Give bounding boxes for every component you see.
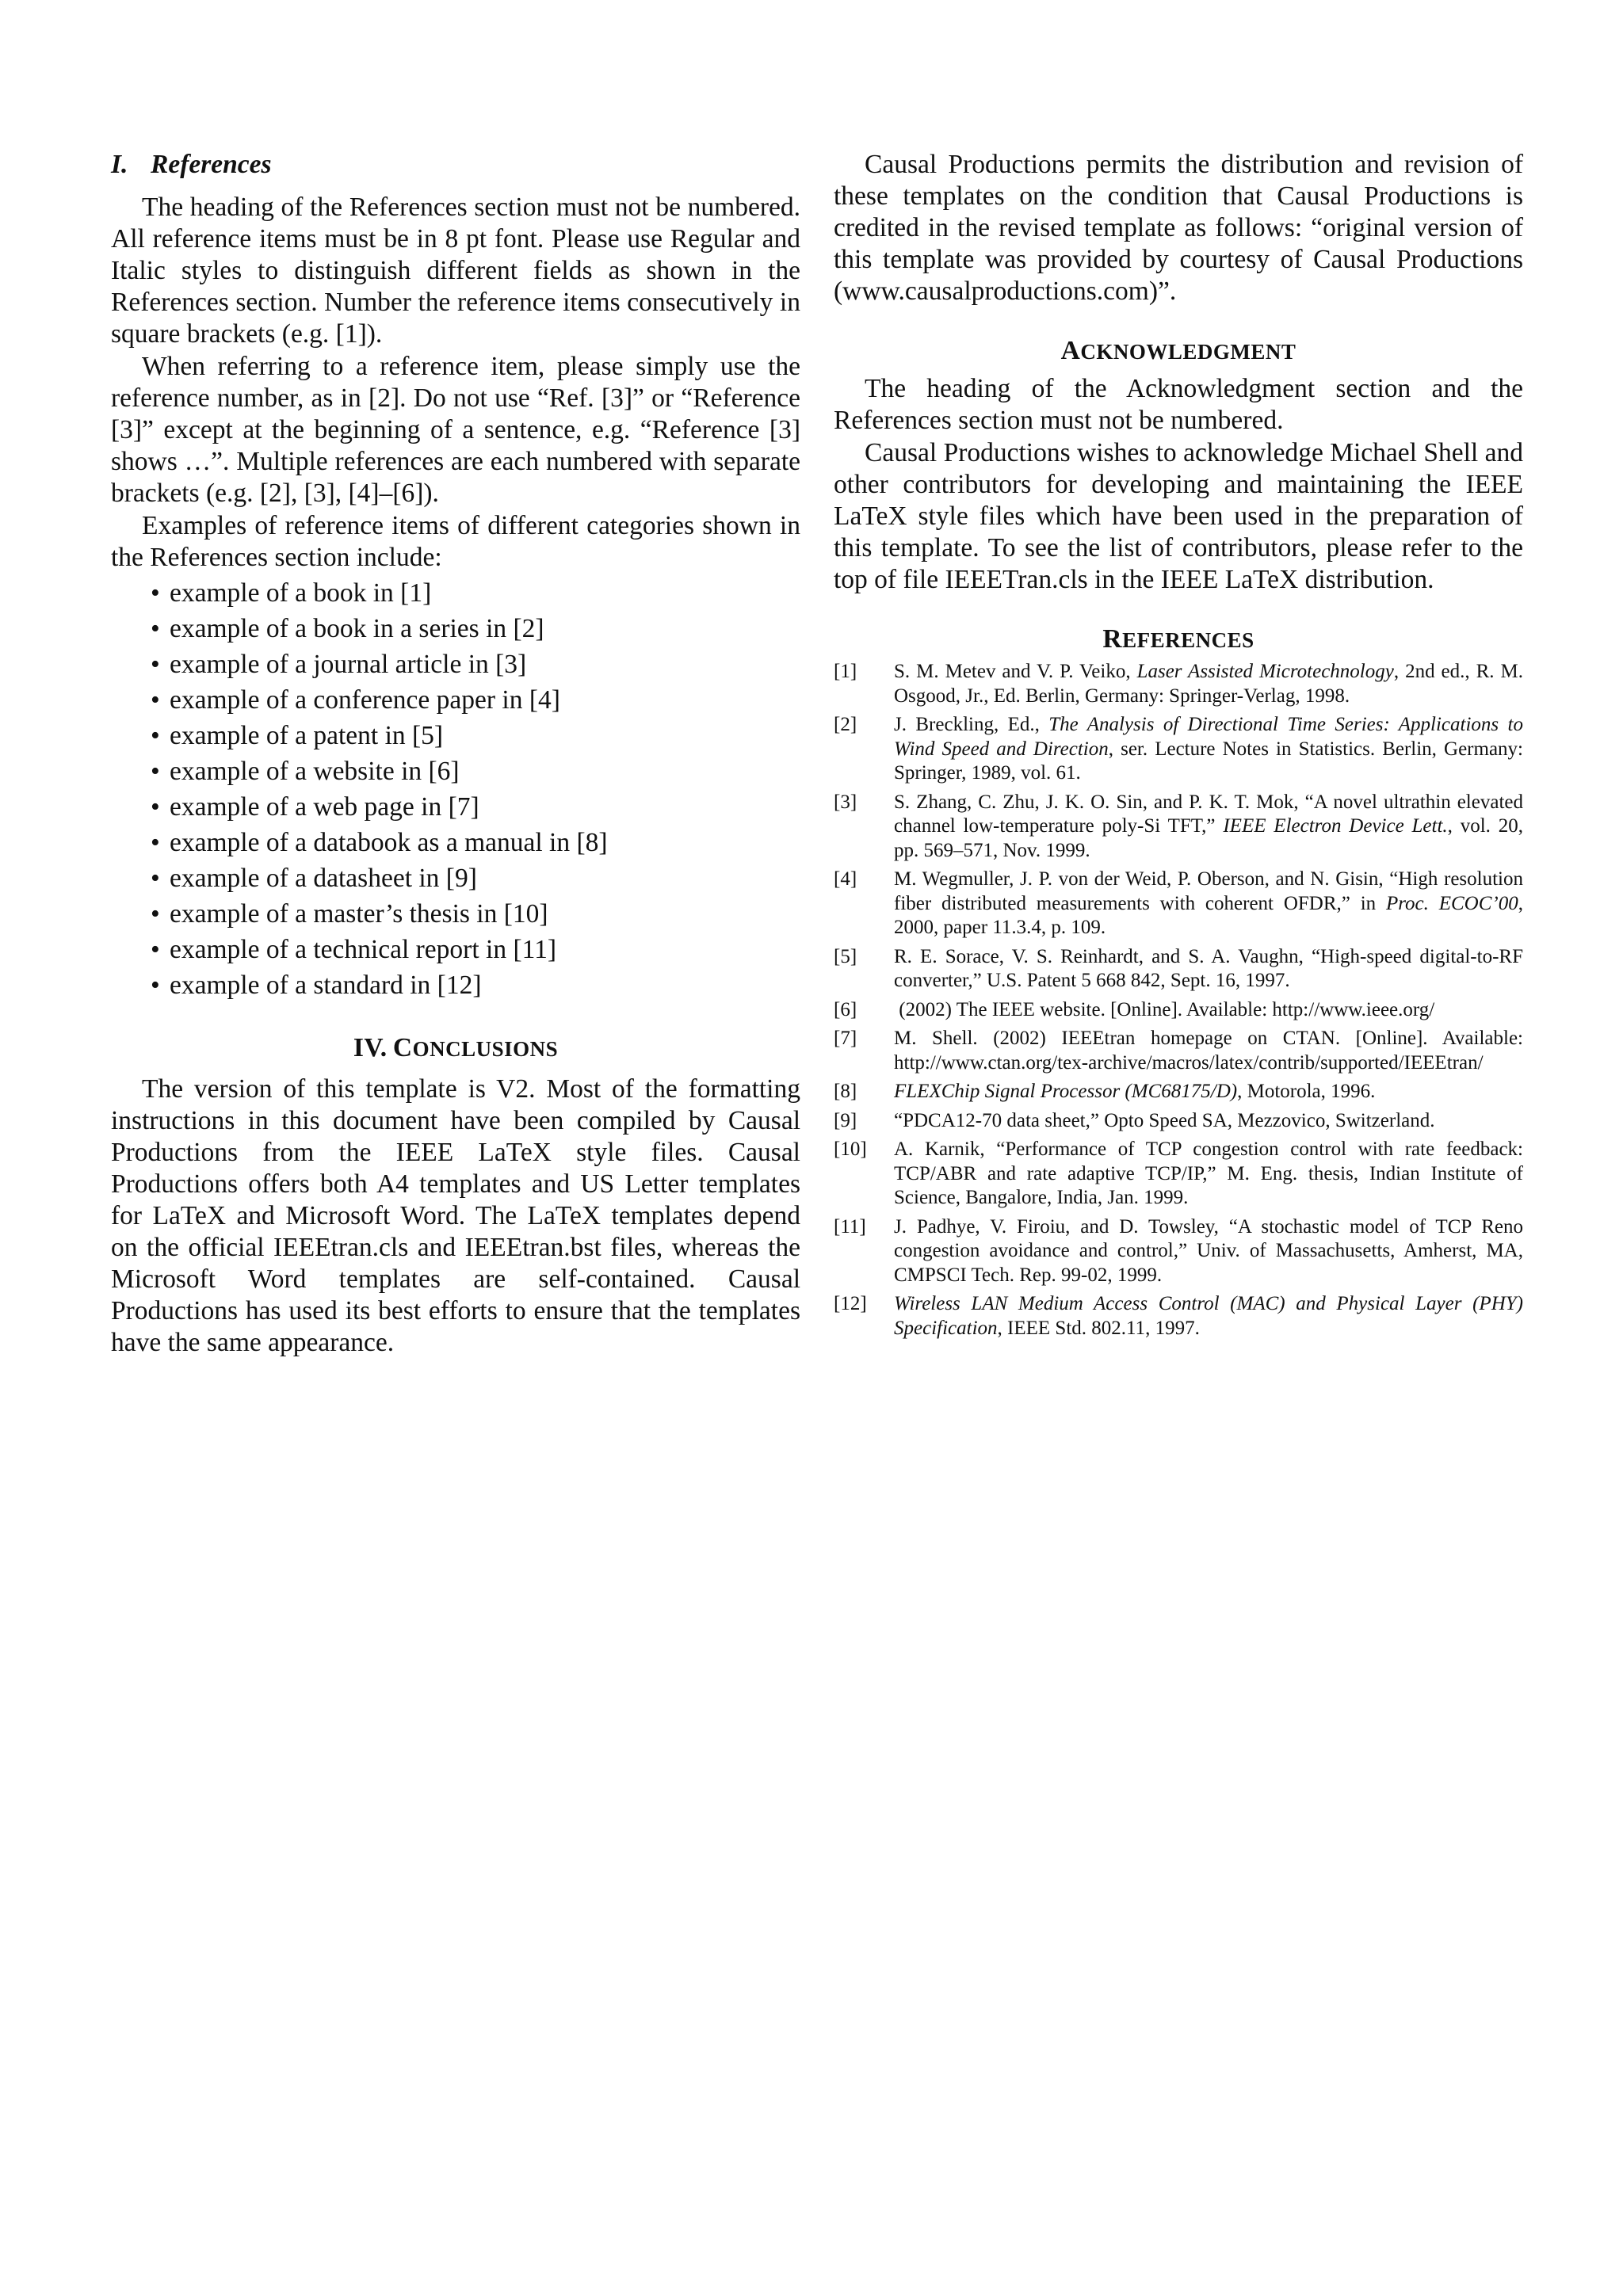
list-item: • example of a databook as a manual in [8] — [151, 825, 800, 860]
references-heading — [834, 626, 1523, 654]
reference-title: Laser Assisted Microtechnology — [1136, 661, 1394, 682]
section-number: IV. — [353, 1033, 388, 1062]
left-column — [111, 149, 800, 1359]
paragraph: When referring to a reference item, please simply use the reference number, as in [2]. Do not use “Ref. [3]” or “Reference [3]” except at the beginning of a sentence, e.g. “Reference [3] shows …”. Multiple references are each numbered with separate brackets (e.g. [2], [3], [4]–[6]). — [111, 352, 800, 508]
reference-item — [834, 1215, 1523, 1288]
reference-item — [834, 1080, 1523, 1104]
reference-details: , 2000, paper 11.3.4, p. 109. — [894, 892, 1523, 938]
reference-item — [834, 713, 1523, 786]
reference-number: [2] — [834, 714, 857, 735]
list-item: • example of a book in [1] — [151, 575, 800, 611]
reference-details: , ser. Lecture Notes in Statistics. Berlin, Germany: Springer, 1989, vol. 61. — [894, 738, 1523, 784]
reference-list — [834, 660, 1523, 1341]
acknowledgment-heading — [834, 338, 1523, 365]
reference-item — [834, 945, 1523, 994]
list-item: • example of a journal article in [3] — [151, 646, 800, 682]
right-column — [834, 149, 1523, 1345]
conclusions-paragraph: The version of this template is V2. Most of the formatting instructions in this document have been compiled by Causal Productions from the IEEE LaTeX style files. Causal Productions offers both A4 templates and US Letter templates for LaTeX and Microsoft Word. The LaTeX templates depend on the official IEEEtran.cls and IEEEtran.bst files, whereas the Microsoft Word templates are self-contained. Causal Productions has used its best efforts to ensure that the templates have the same appearance. — [111, 1074, 800, 1357]
reference-details: , 2nd ed., R. M. Osgood, Jr., Ed. Berlin, Germany: Springer-Verlag, 1998. — [894, 661, 1524, 707]
reference-number: [12] — [834, 1293, 867, 1314]
reference-text: M. Wegmuller, J. P. von der Weid, P. Oberson, and N. Gisin, “High resolution fiber distributed measurements with coherent OFDR,” in — [894, 868, 1523, 914]
paragraph: The heading of the References section must not be numbered. All reference items must be in 8 pt font. Please use Regular and Italic styles to distinguish different fields as shown in the References section. Number the reference items consecutively in square brackets (e.g. [1]). — [111, 193, 800, 349]
reference-number: [6] — [834, 998, 857, 1020]
reference-title: Wireless LAN Medium Access Control (MAC) and Physical Layer (PHY) Specification — [894, 1293, 1523, 1339]
reference-item — [834, 1292, 1523, 1341]
reference-item — [834, 660, 1523, 708]
reference-text: S. Zhang, C. Zhu, J. K. O. Sin, and P. K. T. Mok, “A novel ultrathin elevated channel low-temperature poly-Si TFT,” — [894, 791, 1523, 837]
reference-item — [834, 868, 1523, 940]
subsection-title: References — [151, 150, 272, 179]
reference-details: , vol. 20, pp. 569–571, Nov. 1999. — [894, 815, 1523, 861]
reference-item — [834, 1109, 1523, 1134]
heading-rest: EFERENCES — [1122, 628, 1254, 652]
reference-text: (2002) The IEEE website. [Online]. Available: http://www.ieee.org/ — [894, 998, 1435, 1020]
subsection-number: I. — [111, 150, 128, 179]
conclusions-heading — [111, 1035, 800, 1062]
heading-initial: C — [392, 1033, 413, 1062]
paragraph: Examples of reference items of different categories shown in the References section include: — [111, 511, 800, 572]
paragraph: Causal Productions wishes to acknowledge Michael Shell and other contributors for developing and maintaining the IEEE LaTeX style files which have been used in the preparation of this template. To see the list of contributors, please refer to the top of file IEEETran.cls in the IEEE LaTeX distribution. — [834, 438, 1523, 594]
reference-number: [10] — [834, 1138, 867, 1160]
reference-text: J. Padhye, V. Firoiu, and D. Towsley, “A stochastic model of TCP Reno congestion avoidance and control,” Univ. of Massachusetts, Amherst, MA, CMPSCI Tech. Rep. 99-02, 1999. — [894, 1215, 1523, 1286]
reference-number: [9] — [834, 1109, 857, 1131]
list-item: • example of a technical report in [11] — [151, 932, 800, 967]
list-item: • example of a datasheet in [9] — [151, 860, 800, 896]
reference-examples-list — [111, 575, 800, 1003]
reference-item — [834, 1138, 1523, 1211]
reference-text: S. M. Metev and V. P. Veiko, — [894, 661, 1137, 682]
list-item: • example of a website in [6] — [151, 753, 800, 789]
reference-text: A. Karnik, “Performance of TCP congestion control with rate feedback: TCP/ABR and rate adaptive TCP/IP,” M. Eng. thesis, Indian Institute of Science, Bangalore, India, Jan. 1999. — [894, 1138, 1523, 1208]
reference-title: The Analysis of Directional Time Series: Applications to Wind Speed and Direction — [894, 714, 1523, 760]
heading-rest: CKNOWLEDGMENT — [1080, 340, 1296, 364]
reference-number: [11] — [834, 1215, 866, 1238]
reference-text: M. Shell. (2002) IEEEtran homepage on CTAN. [Online]. Available: http://www.ctan.org/tex-archive/macros/latex/contrib/supported/IEEEtran/ — [894, 1028, 1523, 1074]
reference-number: [3] — [834, 791, 857, 813]
reference-item — [834, 791, 1523, 864]
reference-title: FLEXChip Signal Processor (MC68175/D) — [894, 1081, 1238, 1102]
heading-initial: R — [1102, 624, 1123, 654]
reference-text: R. E. Sorace, V. S. Reinhardt, and S. A. Vaughn, “High-speed digital-to-RF converter,” U.S. Patent 5 668 842, Sept. 16, 1997. — [894, 945, 1523, 991]
reference-number: [7] — [834, 1028, 857, 1049]
heading-initial: A — [1060, 336, 1081, 365]
list-item: • example of a conference paper in [4] — [151, 682, 800, 718]
reference-item — [834, 1027, 1523, 1075]
reference-title: IEEE Electron Device Lett. — [1223, 815, 1448, 837]
subsection-heading — [111, 149, 800, 181]
reference-text: “PDCA12-70 data sheet,” Opto Speed SA, Mezzovico, Switzerland. — [894, 1109, 1435, 1131]
list-item: • example of a patent in [5] — [151, 718, 800, 753]
reference-number: [1] — [834, 661, 857, 682]
heading-rest: ONCLUSIONS — [412, 1037, 559, 1061]
paragraph: The heading of the Acknowledgment section and the References section must not be numbered. — [834, 374, 1523, 435]
reference-details: , Motorola, 1996. — [1237, 1081, 1376, 1102]
reference-title: Proc. ECOC’00 — [1385, 892, 1518, 914]
list-item: • example of a book in a series in [2] — [151, 611, 800, 646]
reference-details: , IEEE Std. 802.11, 1997. — [997, 1317, 1200, 1339]
reference-number: [5] — [834, 945, 857, 967]
reference-number: [4] — [834, 868, 857, 890]
reference-text: J. Breckling, Ed., — [894, 714, 1049, 735]
reference-item — [834, 998, 1523, 1023]
list-item: • example of a master’s thesis in [10] — [151, 896, 800, 932]
list-item: • example of a standard in [12] — [151, 967, 800, 1003]
license-paragraph: Causal Productions permits the distribution and revision of these templates on the condition that Causal Productions is credited in the revised template as follows: “original version of this template was provided by courtesy of Causal Productions (www.causalproductions.com)”. — [834, 150, 1523, 306]
list-item: • example of a web page in [7] — [151, 789, 800, 825]
reference-number: [8] — [834, 1081, 857, 1102]
